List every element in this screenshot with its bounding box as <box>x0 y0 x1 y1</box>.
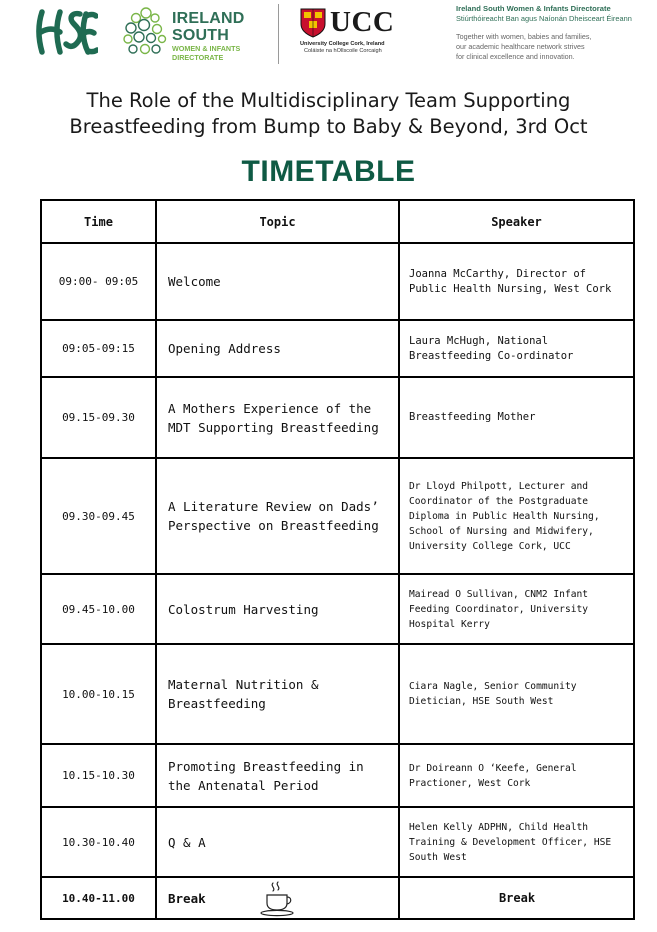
speaker-cell: Dr Lloyd Philpott, Lecturer and Coordinator of the Postgraduate Diploma in Public Health Nursing, School of Nursing and Midwifery, University College Cork, UCC <box>399 458 634 574</box>
column-header-time: Time <box>41 200 156 243</box>
break-label: Break <box>168 890 206 906</box>
ucc-logo <box>300 6 400 66</box>
table-row <box>41 458 634 574</box>
topic-cell: A Literature Review on Dads’ Perspective on Breastfeeding <box>156 458 399 574</box>
speaker-cell: Breastfeeding Mother <box>399 377 634 458</box>
tagline-line: Together with women, babies and families, <box>456 32 592 41</box>
ireland-south-subtitle-line1: WOMEN & INFANTS <box>172 44 241 53</box>
ireland-south-logo <box>122 4 272 64</box>
directorate-irish-title: Stiúrthóireacht Ban agus Naíonán Dheisceart Éireann <box>456 14 632 23</box>
ireland-south-title-line2: SOUTH <box>172 27 229 44</box>
speaker-cell: Helen Kelly ADPHN, Child Health Training & Development Officer, HSE South West <box>399 807 634 877</box>
table-row <box>41 243 634 320</box>
logo-divider <box>278 4 279 64</box>
tagline-line: for clinical excellence and innovation. <box>456 52 575 61</box>
time-cell: 10.40-11.00 <box>41 877 156 919</box>
timetable-table <box>40 199 635 920</box>
topic-cell: Q & A <box>156 807 399 877</box>
event-title-line2: Breastfeeding from Bump to Baby & Beyond, 3rd Oct <box>69 115 588 138</box>
speaker-cell: Mairead O Sullivan, CNM2 Infant Feeding Coordinator, University Hospital Kerry <box>399 574 634 644</box>
table-row <box>41 320 634 377</box>
topic-cell: Maternal Nutrition & Breastfeeding <box>156 644 399 744</box>
directorate-title: Ireland South Women & Infants Directorate <box>456 4 611 13</box>
ucc-english-name: University College Cork, Ireland <box>300 41 385 47</box>
ucc-name: UCC <box>330 6 395 38</box>
topic-cell: Welcome <box>156 243 399 320</box>
column-header-topic: Topic <box>156 200 399 243</box>
time-cell: 09.45-10.00 <box>41 574 156 644</box>
time-cell: 09.15-09.30 <box>41 377 156 458</box>
table-row <box>41 744 634 807</box>
ucc-irish-name: Coláiste na hOllscoile Corcaigh <box>304 48 382 54</box>
event-title <box>0 88 657 140</box>
time-cell: 10.30-10.40 <box>41 807 156 877</box>
ucc-crest-icon <box>300 8 326 38</box>
time-cell: 09:00- 09:05 <box>41 243 156 320</box>
table-row <box>41 377 634 458</box>
topic-cell: Opening Address <box>156 320 399 377</box>
page-header <box>0 0 657 72</box>
event-title-line1: The Role of the Multidisciplinary Team Supporting <box>86 89 571 112</box>
speaker-cell: Ciara Nagle, Senior Community Dietician, HSE South West <box>399 644 634 744</box>
circles-icon <box>122 6 168 58</box>
topic-cell: Promoting Breastfeeding in the Antenatal Period <box>156 744 399 807</box>
table-row <box>41 644 634 744</box>
time-cell: 10.00-10.15 <box>41 644 156 744</box>
ireland-south-title-line1: IRELAND <box>172 10 245 27</box>
topic-cell: Colostrum Harvesting <box>156 574 399 644</box>
topic-cell: A Mothers Experience of the MDT Supporting Breastfeeding <box>156 377 399 458</box>
tagline-line: our academic healthcare network strives <box>456 42 585 51</box>
ireland-south-subtitle-line2: DIRECTORATE <box>172 53 224 62</box>
timetable-heading: TIMETABLE <box>241 155 416 188</box>
directorate-block <box>456 4 652 62</box>
time-cell: 09.30-09.45 <box>41 458 156 574</box>
table-row <box>41 574 634 644</box>
column-header-speaker: Speaker <box>399 200 634 243</box>
hse-logo <box>34 4 98 56</box>
table-row-break <box>41 877 634 919</box>
time-cell: 09:05-09:15 <box>41 320 156 377</box>
coffee-cup-icon <box>257 881 297 917</box>
time-cell: 10.15-10.30 <box>41 744 156 807</box>
speaker-cell: Break <box>399 877 634 919</box>
speaker-cell: Laura McHugh, National Breastfeeding Co-ordinator <box>399 320 634 377</box>
speaker-cell: Joanna McCarthy, Director of Public Health Nursing, West Cork <box>399 243 634 320</box>
table-header-row <box>41 200 634 243</box>
topic-cell <box>156 877 399 919</box>
directorate-tagline <box>456 32 652 62</box>
table-row <box>41 807 634 877</box>
speaker-cell: Dr Doireann O ‘Keefe, General Practioner, West Cork <box>399 744 634 807</box>
